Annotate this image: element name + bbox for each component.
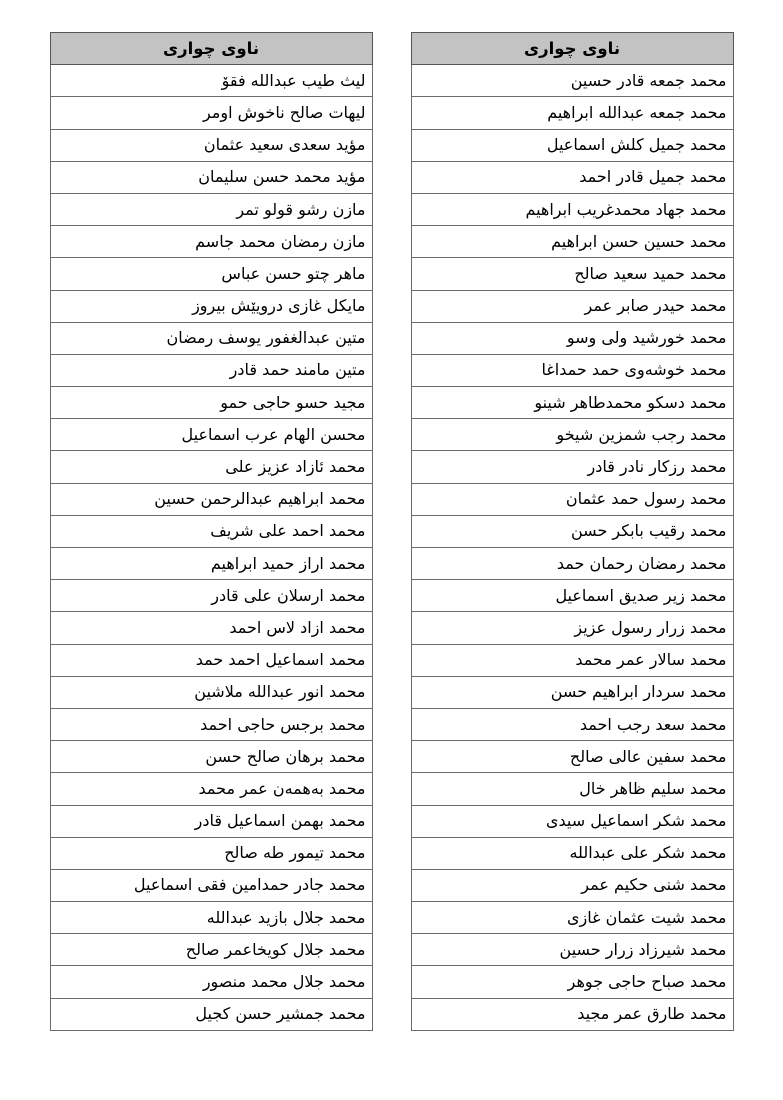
name-text: ماهر چتو حسن عباس xyxy=(221,263,366,283)
name-cell xyxy=(411,354,733,386)
name-cell xyxy=(50,515,372,547)
table-row xyxy=(50,837,372,869)
table-row xyxy=(411,998,733,1030)
table-row xyxy=(50,676,372,708)
name-text: محمد سعد رجب احمد xyxy=(579,714,727,734)
name-text: محمد رجب شمزین شیخو xyxy=(556,424,727,444)
name-text: محمد اراز حمید ابراهیم xyxy=(210,553,366,573)
name-cell xyxy=(411,612,733,644)
table-row xyxy=(50,483,372,515)
name-cell xyxy=(50,354,372,386)
name-text: مؤید سعدی سعید عثمان xyxy=(203,135,366,155)
name-cell xyxy=(50,837,372,869)
name-cell xyxy=(50,773,372,805)
name-cell xyxy=(50,129,372,161)
table-row xyxy=(50,387,372,419)
name-text: محمد حیدر صابر عمر xyxy=(584,296,727,316)
name-text: محمد بهمن اسماعیل قادر xyxy=(194,811,366,831)
name-text: محمد شنی حکیم عمر xyxy=(581,875,727,895)
name-cell xyxy=(411,708,733,740)
table-row xyxy=(50,548,372,580)
name-cell xyxy=(50,290,372,322)
table-row xyxy=(50,129,372,161)
name-text: محمد ازاد لاس احمد xyxy=(229,617,366,637)
name-text: محسن الهام عرب اسماعیل xyxy=(181,424,366,444)
table-row xyxy=(411,129,733,161)
header-row xyxy=(411,33,733,65)
table-row xyxy=(411,451,733,483)
name-cell xyxy=(411,161,733,193)
table-row xyxy=(411,708,733,740)
table-row xyxy=(50,451,372,483)
name-cell xyxy=(411,676,733,708)
name-text: محمد جمعە عبداللە ابراهیم xyxy=(547,102,727,122)
name-text: محمد جمشیر حسن کجیل xyxy=(195,1004,366,1024)
name-cell xyxy=(411,387,733,419)
name-text: محمد جادر حمدامین فقی اسماعیل xyxy=(133,875,366,895)
table-row xyxy=(411,354,733,386)
header-row xyxy=(50,33,372,65)
name-text: محمد سردار ابراهیم حسن xyxy=(550,682,727,702)
name-cell xyxy=(411,805,733,837)
name-cell xyxy=(50,322,372,354)
table-row xyxy=(411,805,733,837)
name-cell xyxy=(50,548,372,580)
table-row xyxy=(50,515,372,547)
table-row xyxy=(411,258,733,290)
table-row xyxy=(411,193,733,225)
name-text: محمد شکر اسماعیل سیدی xyxy=(546,811,727,831)
name-cell xyxy=(411,966,733,998)
name-text: محمد احمد علی شریف xyxy=(210,521,366,541)
table-row xyxy=(411,966,733,998)
column-header-name: ناوی چواری xyxy=(411,33,733,65)
name-text: محمد جهاد محمدغریب ابراهیم xyxy=(525,199,727,219)
name-text: محمد شکر علی عبداللە xyxy=(569,843,727,863)
name-text: محمد انور عبداللە ملاشین xyxy=(194,682,366,702)
table-row xyxy=(411,419,733,451)
name-cell xyxy=(411,837,733,869)
name-text: محمد جمعە قادر حسین xyxy=(570,70,727,90)
table-row xyxy=(411,226,733,258)
name-cell xyxy=(50,161,372,193)
name-text: محمد جلال بازید عبداللە xyxy=(206,907,366,927)
table-row xyxy=(411,773,733,805)
name-cell xyxy=(411,258,733,290)
table-row xyxy=(411,741,733,773)
name-text: محمد رسول حمد عثمان xyxy=(565,489,727,509)
names-table-left xyxy=(411,32,734,1031)
table-row xyxy=(50,580,372,612)
name-text: مؤید محمد حسن سلیمان xyxy=(198,167,366,187)
name-text: محمد خورشید ولی وسو xyxy=(566,328,727,348)
table-row xyxy=(411,644,733,676)
name-text: محمد خوشەوی حمد حمداغا xyxy=(541,360,727,380)
name-cell xyxy=(411,869,733,901)
name-text: محمد صباح حاجی جوهر xyxy=(567,972,727,992)
name-text: لیث طیب عبداللە فقۆ xyxy=(221,70,366,90)
name-cell xyxy=(411,773,733,805)
table-row xyxy=(50,161,372,193)
name-cell xyxy=(50,644,372,676)
name-text: محمد بەهمەن عمر محمد xyxy=(198,778,366,798)
table-row xyxy=(411,869,733,901)
name-text: محمد زرار رسول عزیز xyxy=(574,617,727,637)
name-text: محمد زیر صدیق اسماعیل xyxy=(555,585,727,605)
name-text: متین عبدالغفور یوسف رمضان xyxy=(166,328,366,348)
table-row xyxy=(411,97,733,129)
name-cell xyxy=(411,548,733,580)
name-text: محمد دسکو محمدطاهر شینو xyxy=(534,392,727,412)
table-row xyxy=(50,258,372,290)
table-row xyxy=(411,483,733,515)
name-cell xyxy=(411,193,733,225)
name-text: مازن رمضان محمد جاسم xyxy=(195,231,366,251)
name-cell xyxy=(50,387,372,419)
name-text: محمد سلیم ظاهر خال xyxy=(579,778,727,798)
table-row xyxy=(411,580,733,612)
name-text: محمد رقیب بابکر حسن xyxy=(570,521,727,541)
table-row xyxy=(50,902,372,934)
name-text: محمد اسماعیل احمد حمد xyxy=(195,650,366,670)
name-cell xyxy=(411,419,733,451)
name-text: محمد رزکار نادر قادر xyxy=(587,457,727,477)
name-text: محمد جلال محمد منصور xyxy=(202,972,366,992)
name-cell xyxy=(50,676,372,708)
table-row xyxy=(411,902,733,934)
table-row xyxy=(50,290,372,322)
names-table-right xyxy=(50,32,373,1031)
name-cell xyxy=(411,580,733,612)
name-text: محمد جمیل قادر احمد xyxy=(579,167,727,187)
name-text: محمد حمید سعید صالح xyxy=(574,263,727,283)
table-row xyxy=(50,226,372,258)
table-header-left xyxy=(411,33,733,65)
name-text: محمد ئازاد عزیز علی xyxy=(225,457,366,477)
name-text: محمد جمیل کلش اسماعیل xyxy=(546,135,727,155)
table-row xyxy=(411,161,733,193)
name-cell xyxy=(50,580,372,612)
name-cell xyxy=(411,998,733,1030)
name-text: محمد طارق عمر مجید xyxy=(577,1004,727,1024)
name-cell xyxy=(411,902,733,934)
table-row xyxy=(50,612,372,644)
name-cell xyxy=(50,226,372,258)
table-row xyxy=(50,741,372,773)
name-text: مجید حسو حاجی حمو xyxy=(220,392,366,412)
name-text: مایکل غازی درویێش بیروز xyxy=(192,296,366,316)
table-row xyxy=(50,966,372,998)
name-cell xyxy=(50,193,372,225)
name-text: محمد ابراهیم عبدالرحمن حسین xyxy=(154,489,366,509)
table-row xyxy=(411,387,733,419)
name-cell xyxy=(50,805,372,837)
name-text: محمد حسین حسن ابراهیم xyxy=(551,231,727,251)
table-row xyxy=(50,644,372,676)
name-cell xyxy=(50,612,372,644)
table-body-left xyxy=(411,65,733,1031)
name-text: محمد سفین عالی صالح xyxy=(569,746,727,766)
name-cell xyxy=(411,290,733,322)
table-row xyxy=(50,65,372,97)
table-row xyxy=(50,193,372,225)
table-row xyxy=(50,708,372,740)
name-cell xyxy=(50,419,372,451)
name-cell xyxy=(50,65,372,97)
name-cell xyxy=(50,708,372,740)
table-row xyxy=(50,322,372,354)
name-cell xyxy=(411,934,733,966)
table-row xyxy=(411,676,733,708)
name-cell xyxy=(411,515,733,547)
name-cell xyxy=(50,97,372,129)
name-text: محمد برجس حاجی احمد xyxy=(200,714,366,734)
table-row xyxy=(50,419,372,451)
name-text: محمد شیرزاد زرار حسین xyxy=(559,939,727,959)
name-cell xyxy=(411,97,733,129)
table-row xyxy=(50,869,372,901)
table-header-right xyxy=(50,33,372,65)
table-row xyxy=(411,515,733,547)
table-row xyxy=(50,934,372,966)
table-row xyxy=(411,548,733,580)
name-text: محمد تیمور طە صالح xyxy=(224,843,366,863)
name-cell xyxy=(411,65,733,97)
name-text: محمد رمضان رحمان حمد xyxy=(556,553,727,573)
name-cell xyxy=(50,451,372,483)
name-text: محمد شیت عثمان غازی xyxy=(567,907,727,927)
name-text: محمد برهان صالح حسن xyxy=(205,746,366,766)
name-cell xyxy=(411,451,733,483)
table-row xyxy=(50,97,372,129)
column-header-name: ناوی چواری xyxy=(50,33,372,65)
name-cell xyxy=(50,741,372,773)
name-cell xyxy=(411,741,733,773)
table-row xyxy=(411,322,733,354)
name-text: لیهات صالح ناخوش اومر xyxy=(202,102,366,122)
name-text: محمد سالار عمر محمد xyxy=(575,650,727,670)
name-cell xyxy=(50,258,372,290)
name-cell xyxy=(411,483,733,515)
table-row xyxy=(411,934,733,966)
name-cell xyxy=(411,129,733,161)
table-body-right xyxy=(50,65,372,1031)
name-cell xyxy=(411,322,733,354)
table-row xyxy=(411,65,733,97)
table-row xyxy=(50,773,372,805)
tables-container xyxy=(0,32,783,1031)
name-text: مازن رشو قولو تمر xyxy=(236,199,366,219)
name-cell xyxy=(50,966,372,998)
table-row xyxy=(411,837,733,869)
table-row xyxy=(411,612,733,644)
name-text: متین مامند حمد قادر xyxy=(229,360,366,380)
name-cell xyxy=(50,902,372,934)
table-row xyxy=(50,354,372,386)
table-row xyxy=(411,290,733,322)
name-cell xyxy=(50,934,372,966)
table-row xyxy=(50,805,372,837)
table-row xyxy=(50,998,372,1030)
name-text: محمد جلال کویخاعمر صالح xyxy=(185,939,366,959)
name-cell xyxy=(411,226,733,258)
name-text: محمد ارسلان علی قادر xyxy=(211,585,366,605)
name-cell xyxy=(50,869,372,901)
name-cell xyxy=(50,483,372,515)
name-cell xyxy=(411,644,733,676)
name-cell xyxy=(50,998,372,1030)
